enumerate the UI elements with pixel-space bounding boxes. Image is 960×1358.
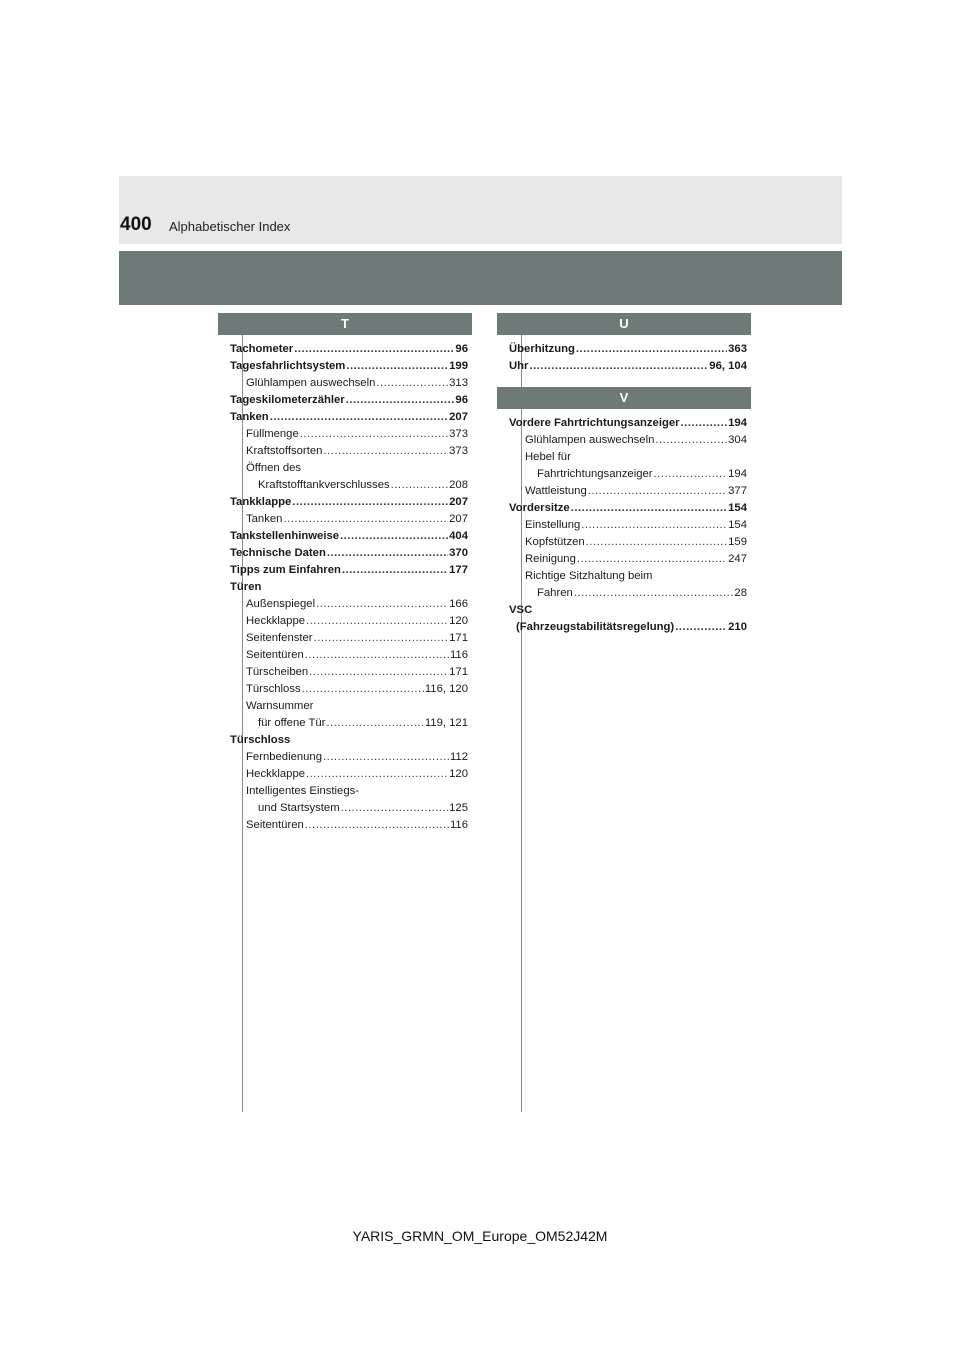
entry-page-ref: 363 [728, 343, 747, 355]
entry-page-ref: 159 [728, 536, 747, 548]
entry-term: Türschloss [230, 734, 291, 746]
header-band [119, 251, 842, 305]
index-entry [218, 647, 472, 664]
entry-term: Fahrtrichtungsanzeiger [537, 468, 653, 480]
entry-page-ref: 166 [449, 598, 468, 610]
dot-leader [342, 562, 448, 579]
entry-term: Tipps zum Einfahren [230, 564, 341, 576]
dot-leader [586, 534, 727, 551]
dot-leader [300, 426, 448, 443]
index-entry [497, 358, 751, 375]
index-entry [497, 551, 751, 568]
entry-page-ref: 112 [449, 751, 468, 763]
index-entry [497, 534, 751, 551]
entry-term: Seitentüren [246, 819, 304, 831]
dot-leader [571, 500, 727, 517]
entry-page-ref: 120 [449, 615, 468, 627]
dot-leader [294, 341, 454, 358]
entry-page-ref: 96 [455, 343, 468, 355]
index-entries-u [497, 335, 751, 375]
page-number: 400 [120, 214, 152, 235]
entry-term: Warnsummer [246, 700, 314, 712]
entry-term: Tanken [246, 513, 283, 525]
entry-term: Kraftstoffsorten [246, 445, 323, 457]
dot-leader [340, 528, 448, 545]
entry-term: Tankklappe [230, 496, 292, 508]
dot-leader [283, 511, 448, 528]
entry-term: Hebel für [525, 451, 571, 463]
entry-term: Technische Daten [230, 547, 326, 559]
index-entry [218, 392, 472, 409]
index-entry [218, 817, 472, 834]
dot-leader [305, 817, 449, 834]
entry-term: Fahren [537, 587, 573, 599]
index-entry [497, 619, 751, 636]
dot-leader [316, 596, 448, 613]
dot-leader [574, 585, 734, 602]
index-entry [218, 460, 472, 477]
index-column-right [497, 313, 751, 636]
entry-page-ref: 313 [449, 377, 468, 389]
entry-term: Tankstellenhinweise [230, 530, 340, 542]
entry-term: Außenspiegel [246, 598, 316, 610]
entry-term: Tageskilometerzähler [230, 394, 345, 406]
letter-header-t: T [218, 313, 472, 335]
index-entry [218, 596, 472, 613]
dot-leader [323, 443, 448, 460]
entry-page-ref: 125 [449, 802, 468, 814]
dot-leader [654, 466, 728, 483]
index-entry [218, 358, 472, 375]
entry-term: Glühlampen auswechseln [525, 434, 655, 446]
index-entry [218, 477, 472, 494]
dot-leader [529, 358, 708, 375]
index-entries-v [497, 409, 751, 636]
dot-leader [292, 494, 448, 511]
index-column-left [218, 313, 472, 834]
index-entry [218, 443, 472, 460]
section-title: Alphabetischer Index [169, 219, 291, 234]
letter-header-u: U [497, 313, 751, 335]
dot-leader [655, 432, 727, 449]
dot-leader [346, 392, 455, 409]
entry-page-ref: 194 [728, 468, 747, 480]
entry-term: Türen [230, 581, 262, 593]
index-entry [218, 545, 472, 562]
entry-term: Seitenfenster [246, 632, 313, 644]
dot-leader [306, 613, 448, 630]
dot-leader [346, 358, 448, 375]
entry-page-ref: 116 [449, 819, 468, 831]
index-entry [218, 613, 472, 630]
entry-page-ref: 120 [449, 768, 468, 780]
dot-leader [302, 681, 424, 698]
index-entry [497, 602, 751, 619]
index-entry [497, 500, 751, 517]
index-entry [218, 783, 472, 800]
section-gap [497, 375, 751, 387]
index-entry [218, 494, 472, 511]
index-entry [497, 568, 751, 585]
entry-page-ref: 116 [449, 649, 468, 661]
entry-term: Tagesfahrlichtsystem [230, 360, 346, 372]
entry-term: VSC [509, 604, 533, 616]
dot-leader [681, 415, 728, 432]
entry-page-ref: 154 [728, 519, 747, 531]
entry-term: Tachometer [230, 343, 294, 355]
index-entry [218, 664, 472, 681]
dot-leader [270, 409, 448, 426]
entry-term: Wattleistung [525, 485, 587, 497]
index-entry [497, 449, 751, 466]
entry-page-ref: 199 [449, 360, 468, 372]
letter-header-v: V [497, 387, 751, 409]
entry-term: Vordersitze [509, 502, 570, 514]
dot-leader [306, 766, 448, 783]
entry-term: Türschloss [246, 683, 301, 695]
index-entry [218, 341, 472, 358]
index-entry [218, 698, 472, 715]
entry-term: Fernbedienung [246, 751, 323, 763]
entry-term: Heckklappe [246, 768, 306, 780]
index-entry [218, 749, 472, 766]
entry-term: Öffnen des [246, 462, 302, 474]
dot-leader [309, 664, 448, 681]
dot-leader [576, 341, 727, 358]
entry-page-ref: 207 [449, 513, 468, 525]
entry-page-ref: 116, 120 [424, 683, 468, 695]
index-entries-t [218, 335, 472, 834]
entry-page-ref: 96 [455, 394, 468, 406]
index-entry [497, 466, 751, 483]
index-entry [497, 432, 751, 449]
entry-page-ref: 304 [728, 434, 747, 446]
index-entry [497, 415, 751, 432]
dot-leader [314, 630, 449, 647]
entry-term: Uhr [509, 360, 529, 372]
index-entry [497, 483, 751, 500]
entry-page-ref: 207 [449, 411, 468, 423]
entry-page-ref: 373 [449, 428, 468, 440]
entry-page-ref: 177 [449, 564, 468, 576]
entry-term: Kopfstützen [525, 536, 585, 548]
index-entry [218, 426, 472, 443]
entry-page-ref: 210 [728, 621, 747, 633]
dot-leader [341, 800, 449, 817]
index-entry [218, 511, 472, 528]
index-entry [497, 517, 751, 534]
dot-leader [376, 375, 448, 392]
entry-page-ref: 154 [728, 502, 747, 514]
document-footer: YARIS_GRMN_OM_Europe_OM52J42M [352, 1228, 608, 1244]
index-entry [218, 562, 472, 579]
index-entry [218, 579, 472, 596]
entry-term: Seitentüren [246, 649, 304, 661]
entry-term: Türscheiben [246, 666, 309, 678]
entry-page-ref: 207 [449, 496, 468, 508]
dot-leader [323, 749, 449, 766]
index-entry [218, 630, 472, 647]
entry-page-ref: 171 [449, 632, 468, 644]
entry-page-ref: 377 [728, 485, 747, 497]
dot-leader [581, 517, 727, 534]
entry-page-ref: 194 [728, 417, 747, 429]
dot-leader [577, 551, 727, 568]
entry-page-ref: 96, 104 [709, 360, 747, 372]
entry-term: für offene Tür [258, 717, 326, 729]
dot-leader [391, 477, 448, 494]
index-entry [218, 732, 472, 749]
entry-term: Kraftstofftankverschlusses [258, 479, 390, 491]
entry-page-ref: 247 [728, 553, 747, 565]
entry-term: Intelligentes Einstiegs- [246, 785, 360, 797]
dot-leader [588, 483, 727, 500]
entry-term: Reinigung [525, 553, 576, 565]
entry-term: und Startsystem [258, 802, 340, 814]
entry-page-ref: 119, 121 [424, 717, 468, 729]
entry-term: Füllmenge [246, 428, 299, 440]
index-entry [497, 341, 751, 358]
index-entry [218, 800, 472, 817]
index-entry [218, 409, 472, 426]
entry-term: (Fahrzeugstabilitätsregelung) [516, 621, 675, 633]
dot-leader [327, 545, 448, 562]
entry-page-ref: 404 [449, 530, 468, 542]
index-entry [218, 715, 472, 732]
entry-page-ref: 208 [449, 479, 468, 491]
entry-term: Überhitzung [509, 343, 575, 355]
dot-leader [326, 715, 423, 732]
entry-term: Heckklappe [246, 615, 306, 627]
entry-term: Einstellung [525, 519, 581, 531]
entry-page-ref: 171 [449, 666, 468, 678]
index-entry [218, 766, 472, 783]
index-entry [218, 528, 472, 545]
entry-term: Vordere Fahrtrichtungsanzeiger [509, 417, 680, 429]
entry-page-ref: 28 [734, 587, 747, 599]
entry-term: Tanken [230, 411, 269, 423]
index-entry [218, 681, 472, 698]
entry-term: Glühlampen auswechseln [246, 377, 376, 389]
index-entry [497, 585, 751, 602]
entry-term: Richtige Sitzhaltung beim [525, 570, 653, 582]
dot-leader [305, 647, 449, 664]
dot-leader [675, 619, 727, 636]
entry-page-ref: 373 [449, 445, 468, 457]
index-entry [218, 375, 472, 392]
entry-page-ref: 370 [449, 547, 468, 559]
